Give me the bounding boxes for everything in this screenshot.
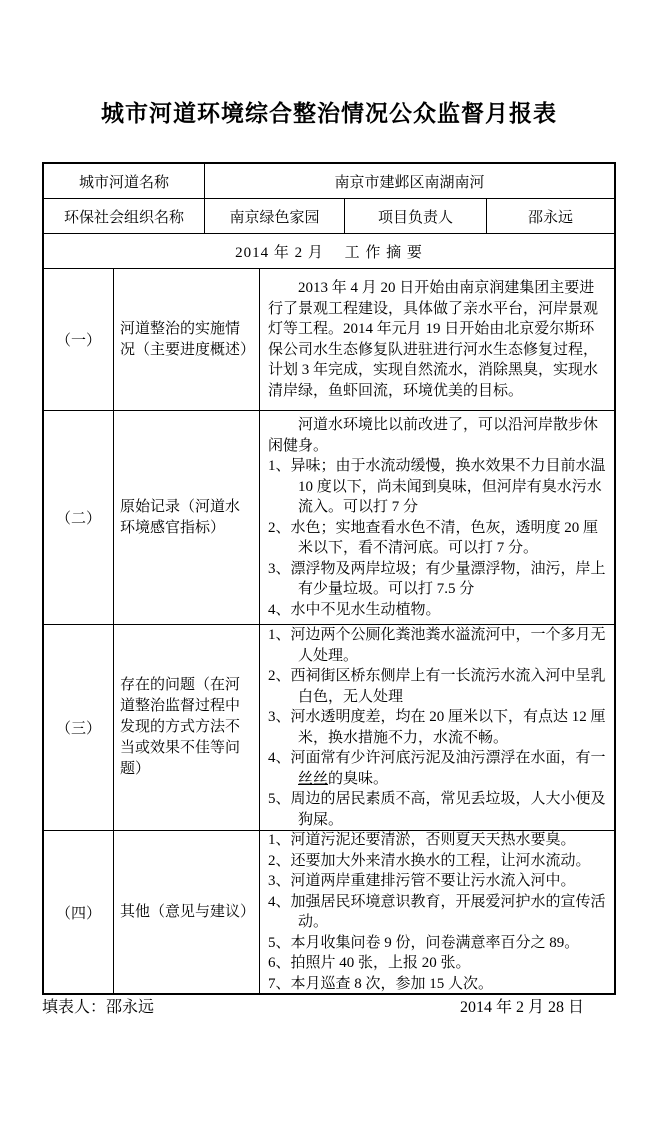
section-3-item-3: 3、河水透明度差，均在 20 厘米以下，有点达 12 厘米，换水措施不力，水流不畅。 bbox=[268, 709, 606, 746]
table-row-summary-heading bbox=[44, 234, 614, 269]
section-4-item-7: 7、本月巡查 8 次，参加 15 人次。 bbox=[268, 975, 494, 992]
section-3-item-1: 1、河边两个公厕化粪池粪水溢流河中，一个多月无人处理。 bbox=[268, 627, 606, 664]
section-1-category: 河道整治的实施情况（主要进度概述） bbox=[114, 269, 260, 410]
river-name-label: 城市河道名称 bbox=[44, 164, 205, 198]
section-2-content bbox=[260, 411, 614, 624]
form-footer bbox=[42, 996, 616, 1020]
preparer-name: 填表人：邵永远 bbox=[42, 999, 155, 1016]
section-3-item-4 bbox=[268, 748, 607, 789]
section-4-item-6: 6、拍照片 40 张，上报 20 张。 bbox=[268, 955, 471, 971]
report-date: 2014 年 2 月 28 日 bbox=[459, 999, 584, 1016]
section-3-item-4-pre: 4、河面常有少许河底污泥及油污漂浮在水面，有一 bbox=[268, 750, 606, 766]
section-3-content bbox=[260, 625, 614, 830]
section-4-number: （四） bbox=[44, 831, 114, 993]
section-3-item-5: 5、周边的居民素质不高，常见丢垃圾，人大小便及狗屎。 bbox=[268, 791, 606, 828]
section-2-item-4: 4、水中不见水生动植物。 bbox=[268, 601, 441, 618]
section-4-item-2: 2、还要加大外来清水换水的工程，让河水流动。 bbox=[268, 852, 591, 869]
table-row-river-name bbox=[44, 164, 614, 199]
section-4-item-5: 5、本月收集问卷 9 份，问卷满意率百分之 89。 bbox=[268, 934, 580, 951]
river-name-value: 南京市建邺区南湖南河 bbox=[334, 174, 485, 191]
section-1-paragraph: 2013 年 4 月 20 日开始由南京润建集团主要进行了景观工程建设，具体做了亲水平台，河岸景观灯等工程。2014 年元月 19 日开始由北京爱尔斯环保公司水生态修复队进驻进行河水生态修复过程，计划 3 年完成，实现自然流水，消除黑臭，实现水清岸绿，鱼虾回流，环境优美的目标。 bbox=[268, 280, 599, 399]
section-3-item-4-underlined: 丝丝 bbox=[298, 770, 329, 787]
report-table bbox=[42, 162, 616, 995]
section-3-category: 存在的问题（在河道整治监督过程中发现的方式方法不当或效果不佳等问题） bbox=[114, 625, 260, 830]
section-2-item-3: 3、漂浮物及两岸垃圾；有少量漂浮物，油污，岸上有少量垃圾。可以打 7.5 分 bbox=[268, 560, 606, 597]
table-row-section-1 bbox=[44, 269, 614, 411]
table-row-section-4 bbox=[44, 831, 614, 993]
section-2-category: 原始记录（河道水环境感官指标） bbox=[114, 411, 260, 624]
section-1-number: （一） bbox=[44, 269, 114, 410]
section-4-item-1: 1、河道污泥还要清淤，否则夏天天热水要臭。 bbox=[268, 832, 576, 848]
summary-heading: 2014 年 2 月 工 作 摘 要 bbox=[235, 244, 423, 261]
section-3-item-2: 2、西祠街区桥东侧岸上有一长流污水流入河中呈乳白色，无人处理 bbox=[268, 668, 606, 705]
section-2-number: （二） bbox=[44, 411, 114, 624]
table-row-organization bbox=[44, 199, 614, 234]
section-3-item-4-post: 的臭味。 bbox=[328, 770, 389, 787]
section-4-category: 其他（意见与建议） bbox=[114, 831, 260, 993]
section-4-content bbox=[260, 831, 614, 993]
table-row-section-2 bbox=[44, 411, 614, 625]
project-leader-label: 项目负责人 bbox=[345, 199, 487, 233]
section-3-number: （三） bbox=[44, 625, 114, 830]
org-name-label: 环保社会组织名称 bbox=[44, 199, 205, 233]
section-4-item-4: 4、加强居民环境意识教育，开展爱河护水的宣传活动。 bbox=[268, 893, 606, 930]
page-title: 城市河道环境综合整治情况公众监督月报表 bbox=[101, 101, 557, 126]
section-2-paragraph: 河道水环境比以前改进了，可以沿河岸散步休闲健身。 bbox=[268, 417, 599, 454]
section-2-item-2: 2、水色；实地查看水色不清，色灰，透明度 20 厘米以下，看不清河底。可以打 7 分。 bbox=[268, 519, 599, 556]
section-4-item-3: 3、河道两岸重建排污管不要让污水流入河中。 bbox=[268, 873, 576, 889]
section-2-item-1: 1、异味；由于水流动缓慢，换水效果不力目前水温 10 度以下，尚未闻到臭味，但河岸有臭水污水流入。可以打 7 分 bbox=[268, 458, 606, 515]
project-leader-value: 邵永远 bbox=[527, 209, 573, 226]
section-1-content bbox=[260, 269, 614, 410]
org-name-value: 南京绿色家园 bbox=[205, 199, 345, 233]
table-row-section-3 bbox=[44, 625, 614, 831]
